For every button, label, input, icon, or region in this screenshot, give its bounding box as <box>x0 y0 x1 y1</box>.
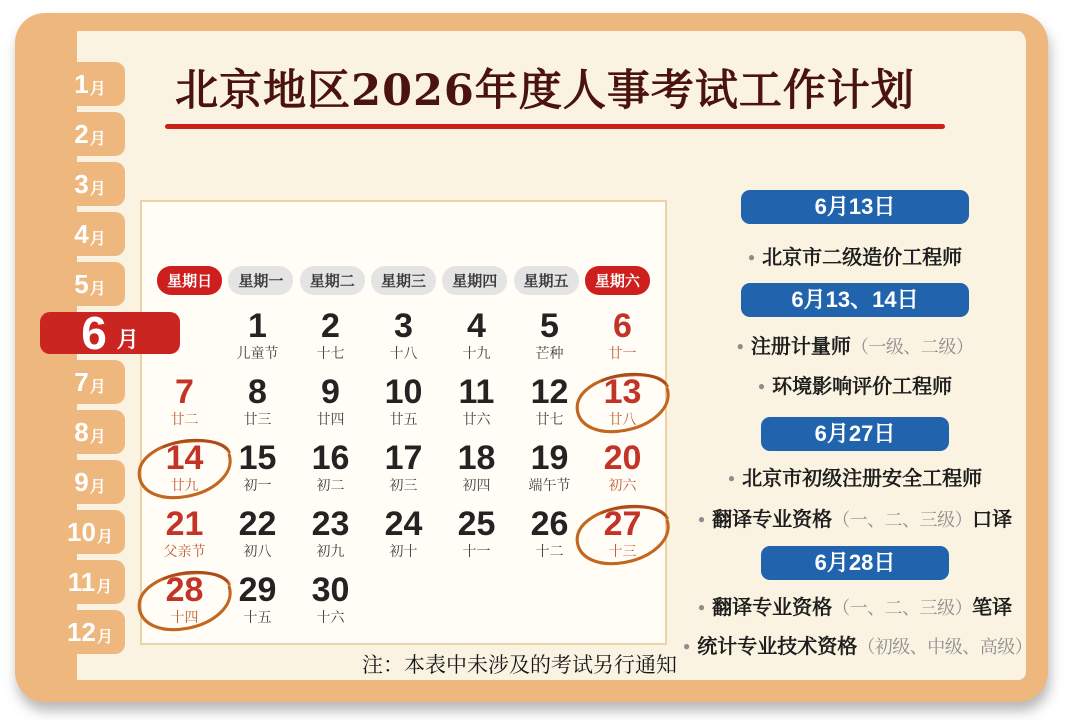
day-number: 8 <box>248 373 267 411</box>
month-tab-unit: 月 <box>89 230 106 248</box>
month-tab-number: 1 <box>74 69 89 99</box>
bullet-icon: ● <box>697 512 706 526</box>
month-tab-unit: 月 <box>89 280 106 298</box>
day-number: 21 <box>165 505 204 543</box>
month-tab-unit: 月 <box>89 478 106 496</box>
calendar-day <box>221 438 294 504</box>
exam-name: 翻译专业资格 <box>712 597 833 619</box>
day-number: 12 <box>530 373 569 411</box>
exam-item <box>683 245 1027 270</box>
day-number: 20 <box>603 439 642 477</box>
calendar-day <box>440 306 513 372</box>
exam-item <box>683 634 1033 659</box>
day-number: 30 <box>311 571 350 609</box>
exam-name: 翻译专业资格 <box>712 509 833 531</box>
day-number: 13 <box>603 373 642 411</box>
day-number: 6 <box>613 307 632 345</box>
day-lunar-label: 十七 <box>316 345 345 361</box>
day-number: 23 <box>311 505 350 543</box>
date-pill: 6月13日 <box>741 190 969 224</box>
weekday-pill: 星期二 <box>300 266 365 295</box>
month-tab[interactable] <box>55 62 125 106</box>
day-lunar-label: 初二 <box>316 477 345 493</box>
month-tab-number: 2 <box>74 119 89 149</box>
month-tab[interactable] <box>55 560 125 604</box>
day-number: 25 <box>457 505 496 543</box>
day-lunar-label: 十六 <box>316 609 345 625</box>
month-tab-unit: 月 <box>89 378 106 396</box>
exam-name: 北京市初级注册安全工程师 <box>742 468 983 490</box>
month-tab[interactable] <box>55 410 125 454</box>
weekday-pill: 星期一 <box>228 266 293 295</box>
calendar-day <box>367 306 440 372</box>
month-tab[interactable] <box>55 212 125 256</box>
calendar-day <box>221 306 294 372</box>
day-number: 2 <box>321 307 340 345</box>
exam-item <box>683 595 1027 620</box>
day-number: 19 <box>530 439 569 477</box>
exam-levels: （一级、二级） <box>850 337 974 357</box>
day-lunar-label: 十九 <box>462 345 491 361</box>
calendar-day <box>367 438 440 504</box>
exam-name: 环境影响评价工程师 <box>772 376 953 398</box>
month-tab-number: 9 <box>74 467 89 497</box>
day-lunar-label: 初九 <box>316 543 345 559</box>
month-tab[interactable] <box>40 307 180 359</box>
calendar-panel <box>140 200 667 645</box>
day-number: 24 <box>384 505 423 543</box>
day-lunar-label: 廿七 <box>535 411 564 427</box>
month-tab-number: 3 <box>74 169 89 199</box>
month-tab-number: 10 <box>67 517 96 547</box>
day-number: 5 <box>540 307 559 345</box>
bullet-icon: ● <box>683 639 691 653</box>
month-tab-unit: 月 <box>89 428 106 446</box>
calendar-day <box>513 306 586 372</box>
day-lunar-label: 初三 <box>389 477 418 493</box>
day-lunar-label: 十二 <box>535 543 564 559</box>
calendar-day <box>586 372 659 438</box>
month-tab[interactable] <box>55 360 125 404</box>
day-lunar-label: 初六 <box>608 477 637 493</box>
exam-item <box>683 466 1027 491</box>
calendar-day <box>294 306 367 372</box>
day-lunar-label: 廿二 <box>170 411 199 427</box>
day-number: 3 <box>394 307 413 345</box>
month-tab[interactable] <box>55 112 125 156</box>
bullet-icon: ● <box>727 471 736 485</box>
day-number: 29 <box>238 571 277 609</box>
day-lunar-label: 初四 <box>462 477 491 493</box>
day-number: 10 <box>384 373 423 411</box>
day-lunar-label: 廿六 <box>462 411 491 427</box>
day-number: 9 <box>321 373 340 411</box>
exam-suffix: 口译 <box>972 509 1013 531</box>
day-lunar-label: 十三 <box>608 543 637 559</box>
title-underline <box>165 124 945 129</box>
calendar-day <box>294 504 367 570</box>
month-tab[interactable] <box>55 510 125 554</box>
calendar-day <box>294 438 367 504</box>
month-tab-list <box>40 62 180 654</box>
month-tab-number: 8 <box>74 417 89 447</box>
day-number: 27 <box>603 505 642 543</box>
day-lunar-label: 芒种 <box>535 345 564 361</box>
day-lunar-label: 廿三 <box>243 411 272 427</box>
month-tab-unit: 月 <box>96 628 113 646</box>
page-title: 北京地区2026年度人事考试工作计划 <box>175 66 915 116</box>
day-lunar-label: 初十 <box>389 543 418 559</box>
day-number: 17 <box>384 439 423 477</box>
date-pill: 6月28日 <box>761 546 949 580</box>
month-tab-number: 7 <box>74 367 89 397</box>
month-tab-unit: 月 <box>96 578 113 596</box>
day-number: 22 <box>238 505 277 543</box>
day-lunar-label: 十一 <box>462 543 491 559</box>
day-lunar-label: 儿童节 <box>236 345 279 361</box>
calendar-day <box>440 504 513 570</box>
day-lunar-label: 廿九 <box>170 477 199 493</box>
bullet-icon: ● <box>697 600 706 614</box>
exam-name: 北京市二级造价工程师 <box>762 247 963 269</box>
calendar-day <box>221 372 294 438</box>
exam-name: 统计专业技术资格 <box>697 636 858 658</box>
month-tab[interactable] <box>55 162 125 206</box>
bullet-icon: ● <box>757 379 766 393</box>
day-number: 18 <box>457 439 496 477</box>
day-lunar-label: 廿四 <box>316 411 345 427</box>
exam-name: 注册计量师 <box>750 336 851 358</box>
weekday-pill: 星期三 <box>371 266 436 295</box>
exam-suffix: 笔译 <box>972 597 1013 619</box>
calendar-day <box>513 372 586 438</box>
day-grid <box>148 306 659 636</box>
month-tab[interactable] <box>55 262 125 306</box>
exam-item <box>683 374 1027 399</box>
date-pill: 6月13、14日 <box>741 283 969 317</box>
month-tab-unit: 月 <box>89 180 106 198</box>
day-lunar-label: 廿八 <box>608 411 637 427</box>
day-lunar-label: 十八 <box>389 345 418 361</box>
day-number: 16 <box>311 439 350 477</box>
month-tab-unit: 月 <box>89 130 106 148</box>
day-lunar-label: 十四 <box>170 609 199 625</box>
calendar-day <box>513 438 586 504</box>
calendar-day <box>513 504 586 570</box>
day-number: 28 <box>165 571 204 609</box>
month-tab[interactable] <box>55 610 125 654</box>
month-tab[interactable] <box>55 460 125 504</box>
day-lunar-label: 端午节 <box>528 477 571 493</box>
calendar-day <box>221 504 294 570</box>
day-number: 15 <box>238 439 277 477</box>
weekday-pill: 星期六 <box>585 266 650 295</box>
exam-levels: （一、二、三级） <box>832 598 973 618</box>
month-tab-number: 12 <box>67 617 96 647</box>
day-number: 11 <box>458 373 495 411</box>
calendar-day <box>440 438 513 504</box>
calendar-day <box>367 372 440 438</box>
exam-levels: （一、二、三级） <box>832 510 973 530</box>
weekday-row <box>154 266 653 295</box>
month-tab-number: 4 <box>74 219 89 249</box>
calendar-day <box>221 570 294 636</box>
calendar-day <box>586 504 659 570</box>
month-tab-unit: 月 <box>116 326 139 352</box>
day-number: 14 <box>165 439 204 477</box>
day-number: 26 <box>530 505 569 543</box>
day-number: 7 <box>175 373 194 411</box>
exam-levels: （初级、中级、高级） <box>857 637 1033 657</box>
exam-item <box>683 507 1027 532</box>
month-tab-number: 6 <box>81 307 107 359</box>
month-tab-number: 5 <box>74 269 89 299</box>
weekday-pill: 星期五 <box>514 266 579 295</box>
calendar-day <box>586 306 659 372</box>
day-number: 4 <box>467 307 486 345</box>
month-tab-unit: 月 <box>96 528 113 546</box>
day-lunar-label: 廿一 <box>608 345 637 361</box>
bullet-icon: ● <box>747 250 756 264</box>
day-number: 1 <box>248 307 267 345</box>
day-lunar-label: 父亲节 <box>163 543 206 559</box>
month-tab-number: 11 <box>67 567 96 597</box>
bullet-icon: ● <box>736 339 744 353</box>
day-lunar-label: 廿五 <box>389 411 418 427</box>
calendar-day <box>294 570 367 636</box>
date-pill: 6月27日 <box>761 417 949 451</box>
calendar-day <box>294 372 367 438</box>
footnote: 注：本表中未涉及的考试另行通知 <box>362 654 677 677</box>
weekday-pill: 星期日 <box>157 266 222 295</box>
day-lunar-label: 初一 <box>243 477 272 493</box>
day-lunar-label: 十五 <box>243 609 272 625</box>
calendar-day <box>440 372 513 438</box>
calendar-day <box>586 438 659 504</box>
month-tab-unit: 月 <box>89 80 106 98</box>
day-lunar-label: 初八 <box>243 543 272 559</box>
exam-item <box>683 334 1027 359</box>
calendar-day <box>367 504 440 570</box>
weekday-pill: 星期四 <box>442 266 507 295</box>
